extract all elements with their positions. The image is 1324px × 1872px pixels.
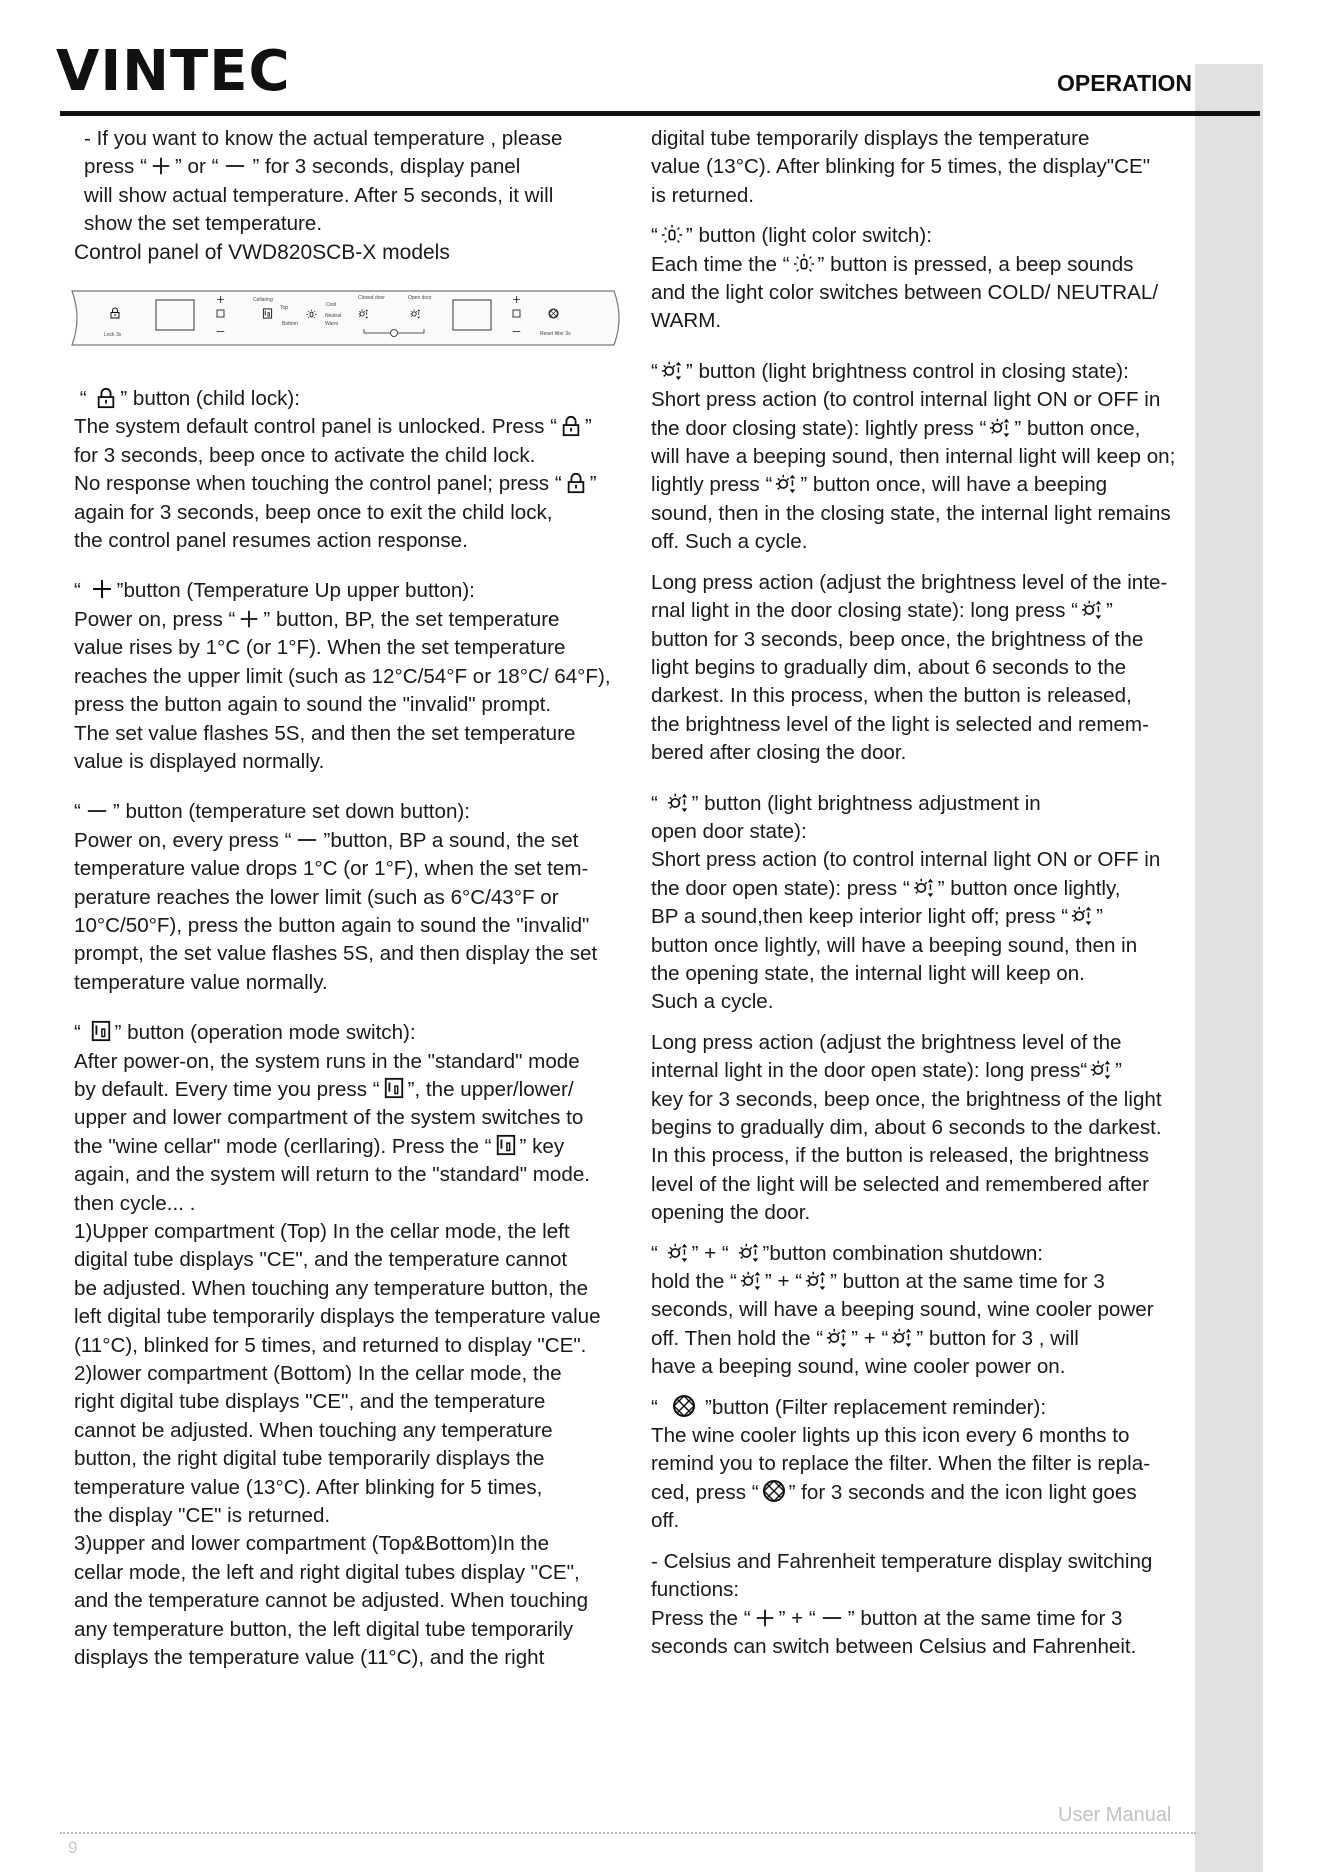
cf-line-2: functions: — [651, 1578, 740, 1602]
right-column — [651, 125, 1203, 1661]
combo-title: “ ” + “ ”button combination shutdown: — [651, 1241, 1043, 1265]
open-line-3: BP a sound,then keep interior light off; press “ ” — [651, 905, 1103, 929]
light-color-icon — [793, 253, 815, 275]
down-title: “ ” button (temperature set down button): — [74, 800, 471, 824]
minus-icon — [221, 155, 249, 177]
mode-line-8: digital tube displays "CE", and the temperature cannot — [74, 1248, 568, 1272]
mode-line-1: After power-on, the system runs in the "standard" mode — [74, 1049, 580, 1073]
intro-line-1: - If you want to know the actual temperature , please — [84, 127, 563, 150]
combo-line-3: off. Then hold the “ ” + “ ” button for 3 , will — [651, 1326, 1079, 1350]
up-line-4: press the button again to sound the "invalid" prompt. — [74, 693, 552, 717]
open-title: “ ” button (light brightness adjustment in — [651, 791, 1041, 815]
filter-title: “ ”button (Filter replacement reminder): — [651, 1395, 1047, 1419]
mode-line-4: the "wine cellar" mode (cerllaring). Press the “ ” key — [74, 1134, 565, 1158]
panel-cellaring-label: Cellaring — [253, 297, 273, 304]
light-color-icon — [661, 224, 683, 246]
combo-line-4: have a beeping sound, wine cooler power on. — [651, 1355, 1066, 1379]
brightness-icon — [775, 471, 797, 495]
open-long-7: opening the door. — [651, 1201, 811, 1225]
mode-line-10: left digital tube temporarily displays the temperature value — [74, 1305, 601, 1329]
closed-long-2: rnal light in the door closing state): long press “ ” — [651, 599, 1113, 623]
closed-long-7: bered after closing the door. — [651, 741, 907, 765]
mode-line-15: button, the right digital tube temporarily displays the — [74, 1447, 545, 1471]
lock-icon — [95, 387, 117, 409]
open-title-2: open door state): — [651, 819, 807, 843]
lock-title: “ ” button (child lock): — [74, 387, 301, 411]
filter-line-4: off. — [651, 1509, 680, 1533]
combo-line-2: seconds, will have a beeping sound, wine cooler power — [651, 1298, 1154, 1322]
brightness-icon — [740, 1268, 762, 1292]
open-line-6: Such a cycle. — [651, 990, 774, 1014]
mode-line-13: right digital tube displays "CE", and the temperature — [74, 1390, 546, 1414]
down-line-3: perature reaches the lower limit (such as 6°C/43°F or — [74, 885, 559, 909]
brightness-icon — [1071, 903, 1093, 927]
brightness-icon — [805, 1268, 827, 1292]
up-line-3: reaches the upper limit (such as 12°C/54°F or 18°C/ 64°F), — [74, 664, 611, 688]
closed-long-5: darkest. In this process, when the button is released, — [651, 684, 1132, 708]
panel-lock-label: Lock 3s — [104, 332, 122, 339]
brightness-icon — [989, 415, 1011, 439]
lock-line-4: again for 3 seconds, beep once to exit the child lock, — [74, 500, 553, 524]
open-long-6: level of the light will be selected and remembered after — [651, 1172, 1149, 1196]
cont-line-2: value (13°C). After blinking for 5 times, the display"CE" — [651, 155, 1151, 179]
closed-long-6: the brightness level of the light is selected and remem- — [651, 712, 1149, 736]
filter-icon — [672, 1394, 696, 1418]
mode-line-14: cannot be adjusted. When touching any temperature — [74, 1418, 553, 1442]
brightness-icon — [1081, 597, 1103, 621]
mode-icon — [90, 1019, 112, 1043]
mode-line-6: then cycle... . — [74, 1191, 196, 1215]
left-column — [74, 125, 646, 1673]
side-band — [1195, 64, 1263, 1872]
closed-line-3: will have a beeping sound, then internal light will keep on; — [651, 445, 1176, 469]
header-rule — [60, 111, 1260, 116]
brand-logo: VINTEC — [56, 39, 291, 104]
cf-line-3: Press the “ ” + “ ” button at the same time for 3 — [651, 1606, 1123, 1630]
panel-bottom-label: Bottom — [282, 321, 298, 328]
closed-title: “ ” button (light brightness control in closing state): — [651, 359, 1129, 383]
mode-title: “ ” button (operation mode switch): — [74, 1021, 416, 1045]
minus-icon — [294, 829, 320, 851]
panel-cool-label: Cool — [326, 302, 337, 309]
panel-neutral-label: Neutral — [325, 313, 342, 320]
filter-line-3: ced, press “ ” for 3 seconds and the icon light goes — [651, 1480, 1137, 1504]
mode-line-21: any temperature button, the left digital tube temporarily — [74, 1617, 574, 1641]
brightness-icon — [667, 1240, 689, 1264]
cont-line-3: is returned. — [651, 183, 755, 207]
open-line-5: the opening state, the internal light will keep on. — [651, 961, 1085, 985]
intro-line-4: show the set temperature. — [84, 212, 323, 236]
lock-line-3: No response when touching the control panel; press “ ” — [74, 472, 597, 496]
mode-line-7: 1)Upper compartment (Top) In the cellar mode, the left — [74, 1220, 570, 1243]
minus-icon — [84, 800, 110, 822]
mode-line-5: again, and the system will return to the "standard" mode. — [74, 1163, 591, 1187]
mode-line-22: displays the temperature value (11°C), and the right — [74, 1646, 545, 1670]
plus-icon — [90, 577, 114, 601]
mode-line-12: 2)lower compartment (Bottom) In the cellar mode, the — [74, 1362, 562, 1386]
panel-closed-door-label: Closed door — [358, 295, 385, 302]
lock-line-5: the control panel resumes action response. — [74, 529, 468, 553]
plus-icon — [238, 608, 260, 630]
brightness-icon — [891, 1325, 913, 1349]
closed-line-2: the door closing state): lightly press “ ” button once, — [651, 416, 1141, 440]
intro-line-2: press “ ” or “ ” for 3 seconds, display panel — [84, 155, 521, 179]
closed-line-1: Short press action (to control internal light ON or OFF in — [651, 388, 1161, 412]
panel-open-door-label: Open door — [408, 295, 432, 302]
intro-line-3: will show actual temperature. After 5 seconds, it will — [84, 183, 554, 207]
brightness-icon — [1090, 1057, 1112, 1081]
color-line-3: WARM. — [651, 309, 722, 333]
panel-heading: Control panel of VWD820SCB-X models — [74, 240, 450, 264]
brightness-icon — [913, 875, 935, 899]
open-line-4: button once lightly, will have a beeping sound, then in — [651, 933, 1138, 957]
mode-line-19: cellar mode, the left and right digital tubes display "CE", — [74, 1560, 580, 1584]
up-line-1: Power on, press “ ” button, BP, the set temperature — [74, 607, 560, 631]
closed-long-4: light begins to gradually dim, about 6 seconds to the — [651, 655, 1127, 679]
closed-long-1: Long press action (adjust the brightness level of the inte- — [651, 570, 1168, 594]
down-line-6: temperature value normally. — [74, 970, 328, 994]
minus-icon — [819, 1607, 845, 1629]
down-line-1: Power on, every press “ ”button, BP a sound, the set — [74, 828, 579, 852]
mode-line-18: 3)upper and lower compartment (Top&Bottom)In the — [74, 1532, 550, 1556]
open-long-2: internal light in the door open state): long press“ ” — [651, 1059, 1123, 1083]
cf-line-4: seconds can switch between Celsius and Fahrenheit. — [651, 1634, 1137, 1658]
brightness-icon — [661, 358, 683, 382]
down-line-4: 10°C/50°F), press the button again to sound the "invalid" — [74, 913, 590, 937]
color-title: “ ” button (light color switch): — [651, 224, 932, 248]
mode-line-2: by default. Every time you press “ ”, the upper/lower/ — [74, 1077, 574, 1101]
open-long-3: key for 3 seconds, beep once, the brightness of the light — [651, 1087, 1162, 1111]
filter-line-1: The wine cooler lights up this icon every 6 months to — [651, 1424, 1130, 1448]
color-line-1: Each time the “ ” button is pressed, a beep sounds — [651, 252, 1134, 276]
open-line-1: Short press action (to control internal light ON or OFF in — [651, 848, 1161, 872]
footer-rule — [60, 1832, 1196, 1834]
mode-line-20: and the temperature cannot be adjusted. When touching — [74, 1589, 589, 1613]
panel-power-icon — [391, 330, 398, 337]
down-line-2: temperature value drops 1°C (or 1°F), when the set tem- — [74, 857, 589, 881]
open-line-2: the door open state): press “ ” button once lightly, — [651, 876, 1121, 900]
mode-line-3: upper and lower compartment of the system switches to — [74, 1106, 584, 1130]
plus-icon — [754, 1607, 776, 1629]
user-manual-label: User Manual — [1058, 1804, 1172, 1826]
panel-top-label: Top — [280, 305, 289, 312]
color-line-2: and the light color switches between COLD/ NEUTRAL/ — [651, 281, 1159, 305]
up-line-6: value is displayed normally. — [74, 749, 325, 773]
up-title: “ ”button (Temperature Up upper button): — [74, 579, 475, 603]
plus-icon — [150, 155, 172, 177]
cf-line-1: - Celsius and Fahrenheit temperature display switching — [651, 1549, 1153, 1573]
open-long-1: Long press action (adjust the brightness level of the — [651, 1030, 1122, 1054]
open-long-4: begins to gradually dim, about 6 seconds to the darkest. — [651, 1116, 1162, 1139]
control-panel-diagram — [68, 289, 624, 347]
filter-line-2: remind you to replace the filter. When the filter is repla- — [651, 1452, 1151, 1476]
down-line-5: prompt, the set value flashes 5S, and then display the set — [74, 942, 598, 966]
mode-line-9: be adjusted. When touching any temperature button, the — [74, 1276, 589, 1300]
closed-line-5: sound, then in the closing state, the internal light remains — [651, 501, 1171, 525]
page-number: 9 — [68, 1838, 78, 1857]
closed-line-6: off. Such a cycle. — [651, 530, 808, 554]
mode-icon — [495, 1133, 517, 1157]
mode-line-16: temperature value (13°C). After blinking for 5 times, — [74, 1475, 543, 1499]
lock-line-1: The system default control panel is unlocked. Press “ ” — [74, 415, 592, 439]
panel-reset-label: Reset filter 3s — [540, 331, 571, 338]
brightness-icon — [738, 1240, 760, 1264]
section-title: OPERATION — [1056, 70, 1192, 96]
brightness-icon — [826, 1325, 848, 1349]
closed-line-4: lightly press “ ” button once, will have a beeping — [651, 473, 1108, 497]
mode-line-11: (11°C), blinked for 5 times, and returned to display "CE". — [74, 1333, 587, 1357]
mode-line-17: the display "CE" is returned. — [74, 1504, 331, 1528]
up-line-5: The set value flashes 5S, and then the set temperature — [74, 721, 576, 745]
combo-line-1: hold the “ ” + “ ” button at the same time for 3 — [651, 1270, 1105, 1294]
panel-warm-label: Warm — [325, 321, 339, 328]
lock-icon — [565, 472, 587, 494]
brightness-icon — [667, 790, 689, 814]
filter-icon — [762, 1479, 786, 1503]
up-line-2: value rises by 1°C (or 1°F). When the set temperature — [74, 636, 566, 660]
lock-line-2: for 3 seconds, beep once to activate the child lock. — [74, 443, 536, 467]
cont-line-1: digital tube temporarily displays the temperature — [651, 127, 1090, 150]
lock-icon — [560, 415, 582, 437]
open-long-5: In this process, if the button is released, the brightness — [651, 1144, 1149, 1168]
mode-icon — [383, 1076, 405, 1100]
closed-long-3: button for 3 seconds, beep once, the brightness of the — [651, 627, 1144, 651]
